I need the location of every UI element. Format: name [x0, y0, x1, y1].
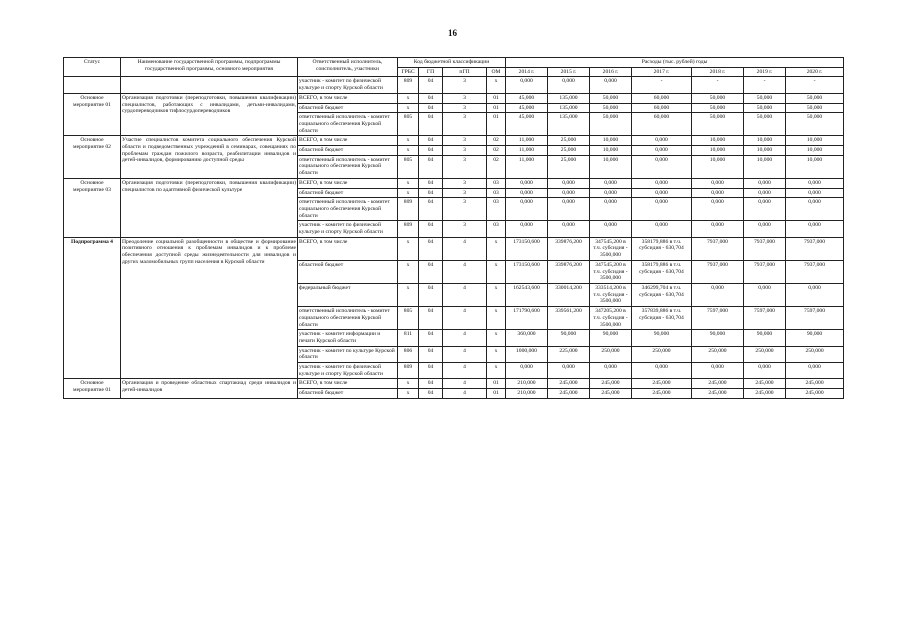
header-year: 2015 г.: [548, 67, 590, 77]
cell-code: х: [398, 379, 419, 389]
cell-amount: 0,000: [632, 146, 692, 156]
cell-amount: 0,000: [590, 178, 632, 188]
cell-amount: 50,000: [590, 103, 632, 113]
cell-code: 811: [398, 330, 419, 346]
cell-amount: 90,000: [692, 330, 744, 346]
table-row: [64, 77, 844, 93]
cell-code: 04: [419, 77, 443, 93]
cell-code: 04: [419, 379, 443, 389]
cell-amount: 210,000: [506, 389, 548, 399]
cell-code: х: [398, 260, 419, 283]
cell-amount: 0,000: [692, 188, 744, 198]
cell-amount: 10,000: [744, 146, 786, 156]
cell-code: х: [487, 260, 506, 283]
cell-amount: 0,000: [786, 178, 844, 188]
table-body: [64, 77, 844, 398]
cell-status: Подпрограмма 4: [64, 237, 121, 379]
cell-amount: 245,000: [632, 379, 692, 389]
cell-amount: 250,000: [786, 346, 844, 362]
cell-amount: 0,000: [548, 221, 590, 237]
cell-code: 03: [487, 178, 506, 188]
cell-code: 3: [443, 113, 487, 136]
cell-amount: 0,000: [506, 188, 548, 198]
cell-amount: 10,000: [692, 155, 744, 178]
cell-amount: 50,000: [786, 113, 844, 136]
cell-amount: 60,000: [632, 93, 692, 103]
cell-amount: 339561,200: [548, 307, 590, 330]
header-year: 2018 г.: [692, 67, 744, 77]
cell-amount: 0,000: [786, 188, 844, 198]
cell-amount: 10,000: [692, 146, 744, 156]
cell-code: х: [398, 93, 419, 103]
cell-amount: 0,000: [548, 188, 590, 198]
cell-amount: 25,000: [548, 146, 590, 156]
cell-amount: 339876,200: [548, 237, 590, 260]
cell-code: 3: [443, 77, 487, 93]
cell-amount: 50,000: [744, 113, 786, 136]
cell-code: 3: [443, 155, 487, 178]
cell-executor: участник - комитет информации и печати Курской области: [298, 330, 398, 346]
cell-amount: -: [632, 77, 692, 93]
header-code: ГП: [419, 67, 443, 77]
cell-amount: 0,000: [548, 363, 590, 379]
cell-amount: 7597,000: [786, 307, 844, 330]
cell-amount: 50,000: [744, 103, 786, 113]
budget-table: [63, 57, 844, 399]
cell-amount: 0,000: [590, 363, 632, 379]
cell-amount: 250,000: [632, 346, 692, 362]
cell-amount: 50,000: [786, 93, 844, 103]
cell-amount: -: [744, 77, 786, 93]
table-row: [64, 136, 844, 146]
cell-code: х: [487, 237, 506, 260]
cell-amount: 347545,200 в т.ч. субсидия - 3500,000: [590, 237, 632, 260]
cell-code: х: [398, 188, 419, 198]
cell-code: 4: [443, 363, 487, 379]
cell-code: 4: [443, 330, 487, 346]
table-row: [64, 379, 844, 389]
cell-amount: 245,000: [590, 389, 632, 399]
cell-executor: ВСЕГО, в том числе: [298, 237, 398, 260]
cell-executor: ответственный исполнитель - комитет социального обеспечения Курской области: [298, 155, 398, 178]
cell-code: 809: [398, 221, 419, 237]
cell-code: 04: [419, 188, 443, 198]
cell-code: х: [487, 346, 506, 362]
cell-amount: 10,000: [744, 136, 786, 146]
cell-amount: 1000,000: [506, 346, 548, 362]
cell-amount: 11,000: [506, 155, 548, 178]
cell-amount: 0,000: [590, 77, 632, 93]
cell-code: 01: [487, 379, 506, 389]
cell-code: 04: [419, 93, 443, 103]
cell-code: 809: [398, 363, 419, 379]
cell-amount: 10,000: [786, 136, 844, 146]
table-row: [64, 237, 844, 260]
cell-amount: 0,000: [632, 178, 692, 188]
cell-amount: 210,000: [506, 379, 548, 389]
cell-status: Основное мероприятие 01: [64, 93, 121, 136]
cell-code: х: [487, 363, 506, 379]
cell-amount: 245,000: [548, 379, 590, 389]
cell-amount: 90,000: [744, 330, 786, 346]
cell-executor: ответственный исполнитель - комитет социального обеспечения Курской области: [298, 198, 398, 221]
cell-amount: 10,000: [590, 136, 632, 146]
cell-executor: областной бюджет: [298, 146, 398, 156]
cell-amount: 173150,600: [506, 237, 548, 260]
cell-amount: 0,000: [692, 198, 744, 221]
cell-amount: 11,000: [506, 136, 548, 146]
cell-code: 3: [443, 178, 487, 188]
cell-code: 04: [419, 136, 443, 146]
cell-status: [64, 77, 121, 93]
cell-code: 01: [487, 113, 506, 136]
cell-amount: 50,000: [692, 93, 744, 103]
cell-amount: 0,000: [506, 77, 548, 93]
header-executor: Ответственный исполнитель, соисполнитель, участники: [298, 58, 398, 77]
cell-code: х: [487, 307, 506, 330]
cell-code: 02: [487, 136, 506, 146]
header-year: 2014 г.: [506, 67, 548, 77]
cell-amount: 0,000: [692, 363, 744, 379]
cell-amount: 358179,886 в т.ч. субсидия - 630,704: [632, 237, 692, 260]
cell-status: Основное мероприятие 03: [64, 178, 121, 237]
cell-amount: 0,000: [632, 136, 692, 146]
cell-amount: 10,000: [744, 155, 786, 178]
cell-amount: 7937,000: [692, 237, 744, 260]
cell-amount: 10,000: [590, 146, 632, 156]
cell-amount: 50,000: [692, 113, 744, 136]
cell-amount: 0,000: [632, 198, 692, 221]
cell-amount: 245,000: [548, 389, 590, 399]
cell-amount: 171790,600: [506, 307, 548, 330]
cell-amount: 0,000: [548, 198, 590, 221]
cell-executor: участник - комитет по физической культуре и спорту Курской области: [298, 77, 398, 93]
cell-amount: -: [692, 77, 744, 93]
cell-code: 3: [443, 221, 487, 237]
cell-code: 809: [398, 77, 419, 93]
cell-executor: федеральный бюджет: [298, 283, 398, 306]
cell-amount: 0,000: [548, 77, 590, 93]
cell-code: 4: [443, 307, 487, 330]
cell-code: 04: [419, 103, 443, 113]
cell-amount: 173150,600: [506, 260, 548, 283]
cell-amount: 50,000: [590, 113, 632, 136]
cell-code: 04: [419, 237, 443, 260]
cell-program-name: Организация и проведение областных спартакиад среди инвалидов и детей-инвалидов: [121, 379, 298, 398]
cell-amount: 45,000: [506, 93, 548, 103]
cell-program-name: Участие специалистов комитета социального обеспечения Курской области и подведомственных учреждений в семинарах, совещаниях по проблемам граждан пожилого возраста, реабилитации инвалидов и детей-инвалидов, формированию доступной среды: [121, 136, 298, 179]
cell-executor: областной бюджет: [298, 389, 398, 399]
cell-amount: 10,000: [786, 155, 844, 178]
cell-code: 01: [487, 93, 506, 103]
cell-code: 04: [419, 178, 443, 188]
header-code: ОМ: [487, 67, 506, 77]
cell-executor: ВСЕГО, в том числе: [298, 379, 398, 389]
cell-code: х: [398, 136, 419, 146]
cell-code: 3: [443, 103, 487, 113]
cell-amount: 0,000: [744, 283, 786, 306]
cell-code: 3: [443, 136, 487, 146]
cell-amount: 358179,886 в т.ч. субсидия - 630,704: [632, 260, 692, 283]
cell-amount: 250,000: [744, 346, 786, 362]
cell-code: 3: [443, 93, 487, 103]
cell-amount: 0,000: [744, 198, 786, 221]
cell-code: 4: [443, 283, 487, 306]
cell-amount: 333514,200 в т.ч. субсидия - 3500,000: [590, 283, 632, 306]
cell-code: 3: [443, 146, 487, 156]
cell-executor: ВСЕГО, в том числе: [298, 178, 398, 188]
cell-code: 02: [487, 146, 506, 156]
cell-code: 04: [419, 283, 443, 306]
cell-amount: 50,000: [786, 103, 844, 113]
cell-amount: 10,000: [692, 136, 744, 146]
cell-code: 03: [487, 221, 506, 237]
cell-amount: 245,000: [590, 379, 632, 389]
header-year: 2016 г.: [590, 67, 632, 77]
cell-amount: 0,000: [506, 363, 548, 379]
cell-amount: 7597,000: [744, 307, 786, 330]
cell-amount: 135,000: [548, 103, 590, 113]
cell-code: 04: [419, 330, 443, 346]
cell-amount: 10,000: [786, 146, 844, 156]
cell-program-name: Преодоление социальной разобщенности в обществе и формирование позитивного отношения к проблемам инвалидов и к проблеме обеспечения доступной среды жизнедеятельности для инвалидов и других маломобильных групп населения в Курской области: [121, 237, 298, 379]
cell-amount: 245,000: [632, 389, 692, 399]
cell-amount: 90,000: [632, 330, 692, 346]
cell-code: х: [487, 330, 506, 346]
cell-code: 01: [487, 103, 506, 113]
cell-amount: 245,000: [744, 379, 786, 389]
cell-code: 04: [419, 155, 443, 178]
cell-code: 04: [419, 346, 443, 362]
header-status: Статус: [64, 58, 121, 77]
table-row: [64, 178, 844, 188]
cell-amount: 245,000: [786, 389, 844, 399]
cell-amount: 60,000: [632, 103, 692, 113]
cell-amount: 11,000: [506, 146, 548, 156]
cell-amount: 7937,000: [744, 237, 786, 260]
cell-executor: ответственный исполнитель - комитет социального обеспечения Курской области: [298, 113, 398, 136]
cell-code: х: [398, 283, 419, 306]
cell-amount: 50,000: [590, 93, 632, 103]
cell-amount: 0,000: [786, 221, 844, 237]
cell-code: 805: [398, 307, 419, 330]
cell-amount: 0,000: [744, 363, 786, 379]
cell-amount: 347545,200 в т.ч. субсидия - 3500,000: [590, 260, 632, 283]
cell-amount: 7937,000: [786, 237, 844, 260]
cell-executor: областной бюджет: [298, 260, 398, 283]
cell-code: х: [487, 283, 506, 306]
cell-amount: 330014,200: [548, 283, 590, 306]
cell-amount: 250,000: [590, 346, 632, 362]
cell-executor: участник - комитет по физической культуре и спорту Курской области: [298, 221, 398, 237]
cell-code: 3: [443, 198, 487, 221]
cell-amount: 135,000: [548, 113, 590, 136]
cell-amount: 0,000: [744, 221, 786, 237]
cell-executor: участник - комитет по физической культуре и спорту Курской области: [298, 363, 398, 379]
cell-amount: 346299,704 в т.ч. субсидия - 630,704: [632, 283, 692, 306]
cell-code: 4: [443, 237, 487, 260]
cell-code: 809: [398, 198, 419, 221]
cell-amount: 45,000: [506, 113, 548, 136]
cell-amount: 0,000: [506, 198, 548, 221]
cell-amount: 0,000: [692, 283, 744, 306]
cell-code: 806: [398, 346, 419, 362]
cell-code: 04: [419, 221, 443, 237]
header-code-group: Код бюджетной классификации: [398, 58, 506, 68]
page-number: 16: [448, 28, 457, 38]
cell-code: х: [398, 237, 419, 260]
cell-code: 04: [419, 363, 443, 379]
cell-code: 04: [419, 389, 443, 399]
cell-program-name: Организация подготовки (переподготовки, повышения квалификации) специалистов по адаптивной физической культуре: [121, 178, 298, 237]
cell-code: 03: [487, 188, 506, 198]
cell-code: 04: [419, 113, 443, 136]
cell-executor: ответственный исполнитель - комитет социального обеспечения Курской области: [298, 307, 398, 330]
cell-amount: 90,000: [786, 330, 844, 346]
cell-code: 805: [398, 113, 419, 136]
cell-amount: 0,000: [632, 363, 692, 379]
cell-code: 3: [443, 188, 487, 198]
cell-code: 03: [487, 198, 506, 221]
cell-code: 02: [487, 155, 506, 178]
header-year: 2019 г.: [744, 67, 786, 77]
cell-code: 04: [419, 260, 443, 283]
cell-code: 4: [443, 389, 487, 399]
cell-program-name: [121, 77, 298, 93]
cell-amount: 90,000: [590, 330, 632, 346]
cell-amount: 0,000: [548, 178, 590, 188]
table-row: [64, 93, 844, 103]
cell-status: Основное мероприятие 01: [64, 379, 121, 398]
cell-amount: 0,000: [692, 221, 744, 237]
cell-amount: 162543,600: [506, 283, 548, 306]
cell-amount: 250,000: [692, 346, 744, 362]
cell-executor: ВСЕГО, в том числе: [298, 136, 398, 146]
cell-amount: 25,000: [548, 136, 590, 146]
cell-code: 805: [398, 155, 419, 178]
cell-amount: 0,000: [632, 155, 692, 178]
cell-amount: 0,000: [744, 188, 786, 198]
cell-executor: областной бюджет: [298, 103, 398, 113]
cell-amount: 360,000: [506, 330, 548, 346]
cell-amount: 0,000: [632, 188, 692, 198]
cell-amount: 7937,000: [786, 260, 844, 283]
cell-amount: 90,000: [548, 330, 590, 346]
cell-executor: областной бюджет: [298, 188, 398, 198]
cell-amount: 339876,200: [548, 260, 590, 283]
cell-amount: 25,000: [548, 155, 590, 178]
cell-code: х: [398, 146, 419, 156]
cell-amount: 245,000: [692, 389, 744, 399]
cell-code: 4: [443, 346, 487, 362]
header-name: Наименование государственной программы, подпрограммы государственной программы, основного мероприятия: [121, 58, 298, 77]
cell-amount: 7937,000: [744, 260, 786, 283]
cell-code: х: [398, 178, 419, 188]
cell-amount: 50,000: [692, 103, 744, 113]
header-spend-group: Расходы (тыс. рублей) годы: [506, 58, 844, 68]
cell-amount: 45,000: [506, 103, 548, 113]
cell-amount: 50,000: [744, 93, 786, 103]
header-year: 2020 г.: [786, 67, 844, 77]
cell-amount: 0,000: [744, 178, 786, 188]
cell-executor: ВСЕГО, в том числе: [298, 93, 398, 103]
cell-amount: 135,000: [548, 93, 590, 103]
cell-executor: участник - комитет по культуре Курской области: [298, 346, 398, 362]
cell-amount: 0,000: [590, 188, 632, 198]
cell-code: 04: [419, 146, 443, 156]
cell-amount: 0,000: [506, 178, 548, 188]
cell-amount: -: [786, 77, 844, 93]
cell-amount: 347205,200 в т.ч. субсидия - 3500,000: [590, 307, 632, 330]
cell-code: х: [487, 77, 506, 93]
cell-amount: 225,000: [548, 346, 590, 362]
header-code: пГП: [443, 67, 487, 77]
cell-code: 01: [487, 389, 506, 399]
cell-status: Основное мероприятие 02: [64, 136, 121, 179]
cell-amount: 357839,886 в т.ч. субсидия - 630,704: [632, 307, 692, 330]
header-code: ГРБС: [398, 67, 419, 77]
cell-amount: 60,000: [632, 113, 692, 136]
cell-amount: 0,000: [692, 178, 744, 188]
cell-code: 4: [443, 379, 487, 389]
cell-amount: 245,000: [786, 379, 844, 389]
cell-amount: 7597,000: [692, 307, 744, 330]
cell-amount: 245,000: [692, 379, 744, 389]
cell-amount: 0,000: [590, 221, 632, 237]
cell-amount: 10,000: [590, 155, 632, 178]
cell-code: 4: [443, 260, 487, 283]
cell-amount: 0,000: [786, 363, 844, 379]
cell-amount: 7937,000: [692, 260, 744, 283]
cell-code: х: [398, 389, 419, 399]
cell-program-name: Организация подготовки (переподготовки, повышения квалификации) специалистов, работающих с инвалидами, детьми-инвалидами, сурдопереводчиков тифлосурдопереводчиков: [121, 93, 298, 136]
cell-amount: 0,000: [506, 221, 548, 237]
cell-code: 04: [419, 198, 443, 221]
cell-amount: 0,000: [786, 283, 844, 306]
cell-amount: 0,000: [786, 198, 844, 221]
cell-code: 04: [419, 307, 443, 330]
table-header: [64, 58, 844, 77]
cell-code: х: [398, 103, 419, 113]
cell-amount: 0,000: [590, 198, 632, 221]
cell-amount: 0,000: [632, 221, 692, 237]
cell-amount: 245,000: [744, 389, 786, 399]
header-year: 2017 г.: [632, 67, 692, 77]
